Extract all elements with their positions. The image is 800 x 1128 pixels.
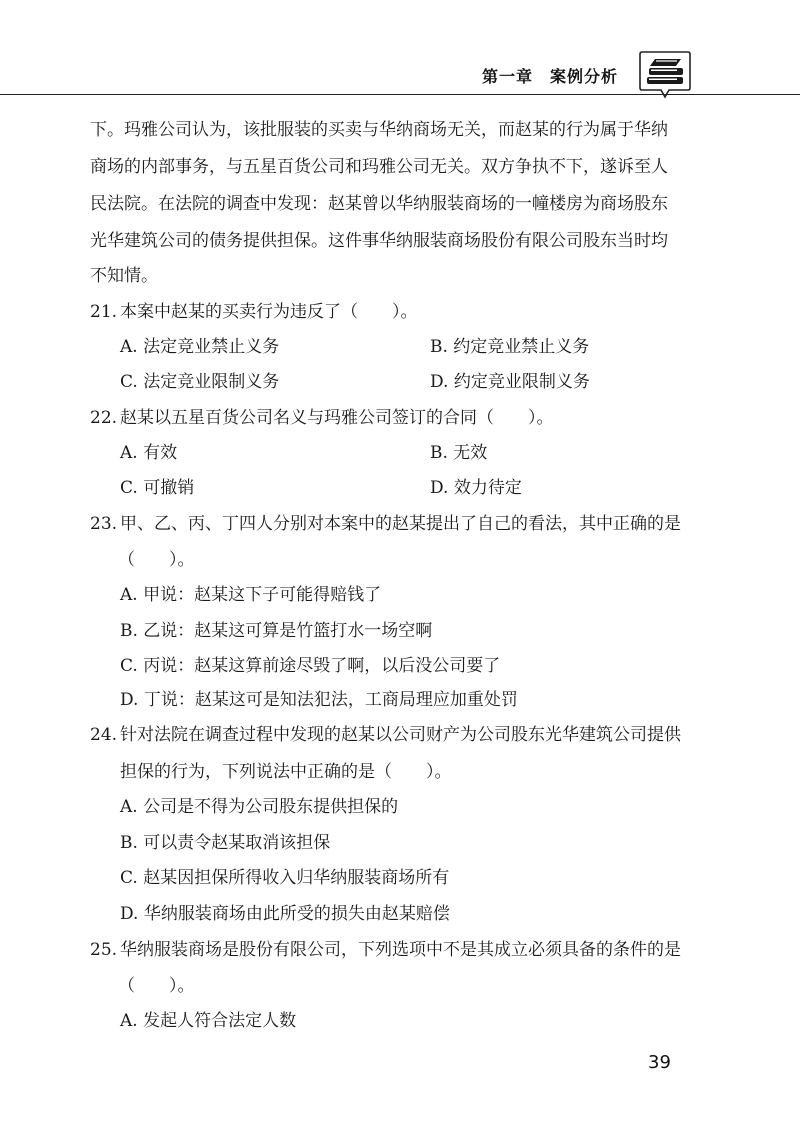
question-number: 25. [90, 940, 118, 960]
question-stem: 本案中赵某的买卖行为违反了（ ）。 [120, 302, 418, 322]
question-25 [90, 940, 681, 960]
intro-line: 下。玛雅公司认为，该批服装的买卖与华纳商场无关，而赵某的行为属于华纳 [90, 120, 668, 140]
option-d: D. 约定竞业限制义务 [430, 372, 590, 392]
option-a: A. 有效 [120, 443, 178, 463]
intro-line: 民法院。在法院的调查中发现：赵某曾以华纳服装商场的一幢楼房为商场股东 [90, 194, 668, 214]
option-d: D. 华纳服装商场由此所受的损失由赵某赔偿 [120, 904, 450, 924]
option-d: D. 效力待定 [430, 478, 522, 498]
question-stem-continued: （ ）。 [118, 550, 195, 570]
question-stem-continued: 担保的行为，下列说法中正确的是（ ）。 [120, 762, 452, 782]
question-number: 23. [90, 514, 118, 534]
option-a: A. 公司是不得为公司股东提供担保的 [120, 797, 399, 817]
option-a: A. 甲说：赵某这下子可能得赔钱了 [120, 585, 382, 605]
chapter-title: 第一章 案例分析 [482, 67, 619, 86]
question-22 [90, 408, 554, 428]
question-stem: 赵某以五星百货公司名义与玛雅公司签订的合同（ ）。 [120, 408, 554, 428]
question-number: 22. [90, 408, 118, 428]
option-c: C. 丙说：赵某这算前途尽毁了啊，以后没公司要了 [120, 656, 501, 676]
option-a: A. 发起人符合法定人数 [120, 1011, 297, 1031]
question-stem: 甲、乙、丙、丁四人分别对本案中的赵某提出了自己的看法，其中正确的是 [120, 514, 681, 534]
question-number: 21. [90, 302, 118, 322]
question-24 [90, 725, 681, 745]
option-d: D. 丁说：赵某这可是知法犯法，工商局理应加重处罚 [120, 690, 518, 710]
page-number: 39 [648, 1052, 671, 1073]
option-b: B. 无效 [430, 443, 488, 463]
question-number: 24. [90, 725, 118, 745]
question-21 [90, 302, 418, 322]
option-c: C. 赵某因担保所得收入归华纳服装商场所有 [120, 868, 450, 888]
question-stem-continued: （ ）。 [118, 976, 195, 996]
option-b: B. 约定竞业禁止义务 [430, 337, 590, 357]
question-stem: 针对法院在调查过程中发现的赵某以公司财产为公司股东光华建筑公司提供 [120, 725, 681, 745]
option-b: B. 可以责令赵某取消该担保 [120, 833, 331, 853]
option-c: C. 法定竞业限制义务 [120, 372, 280, 392]
intro-line: 光华建筑公司的债务提供担保。这件事华纳服装商场股份有限公司股东当时均 [90, 231, 668, 251]
intro-line: 商场的内部事务，与五星百货公司和玛雅公司无关。双方争执不下，遂诉至人 [90, 157, 668, 177]
option-b: B. 乙说：赵某这可算是竹篮打水一场空啊 [120, 621, 433, 641]
option-a: A. 法定竞业禁止义务 [120, 337, 280, 357]
question-stem: 华纳服装商场是股份有限公司，下列选项中不是其成立必须具备的条件的是 [120, 940, 681, 960]
option-c: C. 可撤销 [120, 478, 195, 498]
question-23 [90, 514, 681, 534]
intro-line: 不知情。 [90, 266, 158, 286]
